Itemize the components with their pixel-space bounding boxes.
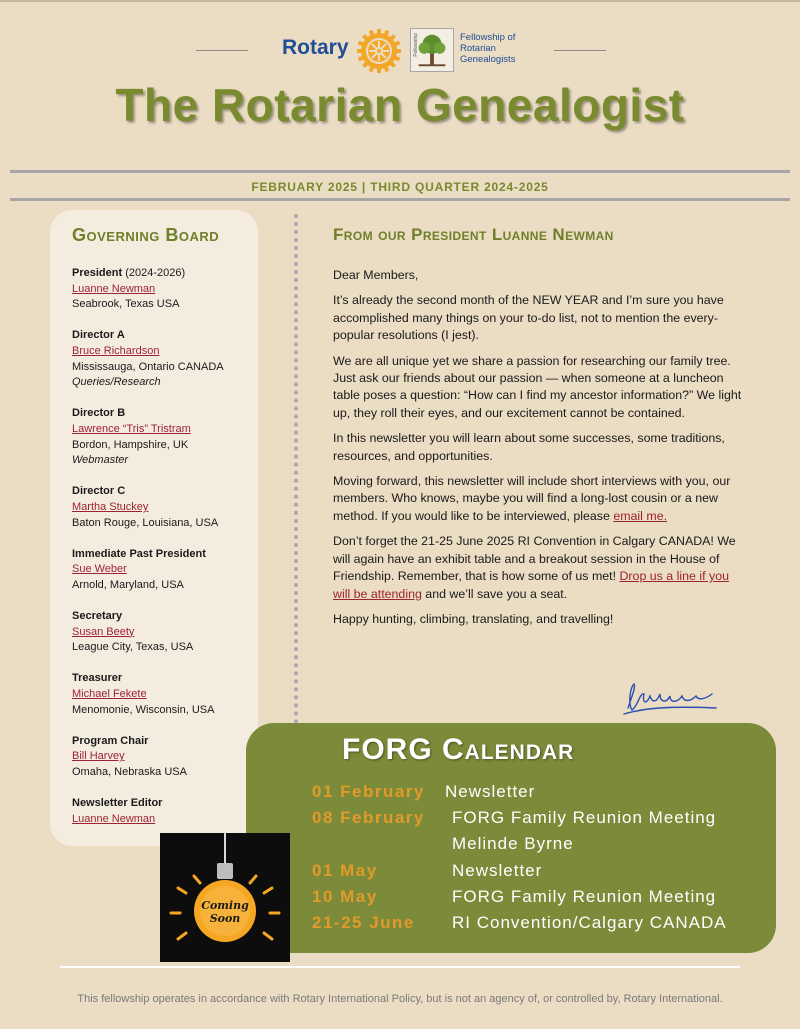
calendar-date: 08 February bbox=[312, 808, 425, 827]
calendar-date: 21-25 June bbox=[312, 913, 415, 932]
member-name-link[interactable]: Michael Fekete bbox=[72, 688, 147, 701]
member-role: President bbox=[72, 267, 123, 279]
logo-row bbox=[0, 26, 800, 74]
coming-soon-text: Coming bbox=[201, 899, 249, 912]
member-location: Baton Rouge, Louisiana, USA bbox=[72, 516, 219, 529]
member-name-link[interactable]: Bruce Richardson bbox=[72, 344, 160, 357]
board-list bbox=[72, 266, 252, 843]
top-border bbox=[0, 0, 800, 2]
member-location: Arnold, Maryland, USA bbox=[72, 578, 184, 591]
member-name-link[interactable]: Lawrence “Tris” Tristram bbox=[72, 422, 191, 435]
calendar-date: 10 May bbox=[312, 887, 378, 906]
member-duty: Queries/Research bbox=[72, 376, 161, 389]
member-role: Treasurer bbox=[72, 672, 123, 685]
coming-soon-image bbox=[160, 833, 290, 962]
member-duty: Webmaster bbox=[72, 454, 129, 467]
forg-calendar-panel bbox=[246, 723, 776, 953]
signature-image bbox=[620, 678, 730, 718]
email-me-link[interactable]: email me. bbox=[613, 508, 668, 523]
letter-text: Don’t forget the 21-25 June 2025 RI Convention in Calgary CANADA! We will again have an exhibit table and a breakout session in the House of Friendship. Remember, that is how some of us met! bbox=[333, 534, 736, 584]
member-name-link[interactable]: Susan Beety bbox=[72, 625, 135, 638]
member-name-link[interactable]: Luanne Newman bbox=[72, 812, 156, 825]
calendar-date: 01 February bbox=[312, 782, 425, 801]
member-name-link[interactable]: Luanne Newman bbox=[72, 282, 156, 295]
calendar-event: Melinde Byrne bbox=[452, 834, 574, 853]
drop-us-a-line-link[interactable]: Drop us a line if you will be attending bbox=[333, 569, 729, 601]
governing-board-title: Governing Board bbox=[72, 225, 220, 245]
forg-name-line: Rotarian bbox=[460, 43, 496, 54]
member-role: Newsletter Editor bbox=[72, 797, 163, 810]
calendar-event: FORG Family Reunion Meeting bbox=[452, 808, 717, 827]
issue-date: FEBRUARY 2025 | THIRD QUARTER 2024-2025 bbox=[251, 180, 549, 194]
newsletter-title: The Rotarian Genealogist bbox=[115, 79, 685, 131]
member-term: (2024-2026) bbox=[125, 267, 186, 279]
header-rule-top bbox=[10, 170, 790, 173]
member-location: League City, Texas, USA bbox=[72, 641, 194, 654]
letter-greeting: Dear Members, bbox=[333, 268, 419, 282]
member-location: Menomonie, Wisconsin, USA bbox=[72, 703, 215, 716]
member-location: Omaha, Nebraska USA bbox=[72, 766, 187, 778]
board-member bbox=[72, 734, 252, 781]
rotary-wordmark: Rotary bbox=[282, 36, 349, 59]
calendar-event: FORG Family Reunion Meeting bbox=[452, 887, 717, 906]
calendar-event: Newsletter bbox=[445, 782, 536, 801]
board-member bbox=[72, 328, 252, 390]
letter-text: Moving forward, this newsletter will include short interviews with you, our members. Who knows, maybe you will find a long-lost cousin or a new method. If you would like to be interviewed, please bbox=[333, 474, 731, 523]
calendar-event: RI Convention/Calgary CANADA bbox=[452, 913, 727, 932]
member-name-link[interactable]: Bill Harvey bbox=[72, 750, 125, 763]
letter-paragraph: It’s already the second month of the NEW YEAR and I’m sure you have accomplished many things on your to-do list, not to mention the every-popular resolutions (I jest). bbox=[333, 293, 724, 343]
member-role: Immediate Past President bbox=[72, 547, 206, 560]
letter-paragraph: In this newsletter you will learn about some successes, some traditions, resources, and opportunities. bbox=[333, 431, 725, 463]
member-role: Director C bbox=[72, 485, 126, 498]
board-member bbox=[72, 547, 252, 594]
member-role: Program Chair bbox=[72, 734, 149, 747]
letter-paragraph bbox=[333, 533, 743, 603]
logo-rule-left bbox=[196, 50, 248, 51]
member-role: Director A bbox=[72, 329, 125, 342]
forg-name bbox=[460, 32, 515, 65]
lightbulb-icon bbox=[160, 833, 290, 962]
rotary-wheel-icon bbox=[356, 28, 402, 74]
governing-board-panel bbox=[50, 210, 258, 846]
board-member bbox=[72, 796, 252, 827]
board-member bbox=[72, 484, 252, 531]
logo-rule-right bbox=[554, 50, 606, 51]
forg-name-line: Genealogists bbox=[460, 54, 516, 65]
family-tree-icon bbox=[411, 29, 453, 71]
board-member bbox=[72, 406, 252, 468]
board-member bbox=[72, 609, 252, 656]
coming-soon-text: Soon bbox=[209, 912, 241, 925]
forg-name-line: Fellowship of bbox=[460, 32, 516, 43]
member-location: Seabrook, Texas USA bbox=[72, 298, 180, 311]
member-location: Mississauga, Ontario CANADA bbox=[72, 360, 224, 373]
board-member bbox=[72, 266, 252, 313]
letter-paragraph bbox=[333, 473, 743, 525]
header-rule-bottom bbox=[10, 198, 790, 201]
column-divider bbox=[294, 214, 298, 724]
letter-closing: Happy hunting, climbing, translating, and travelling! bbox=[333, 611, 614, 626]
president-letter bbox=[333, 267, 743, 636]
member-name-link[interactable]: Martha Stuckey bbox=[72, 500, 149, 513]
calendar-date: 01 May bbox=[312, 861, 378, 880]
forg-logo-side-text: Fellowship bbox=[413, 33, 419, 57]
member-role: Director B bbox=[72, 407, 126, 420]
board-member bbox=[72, 671, 252, 718]
member-role: Secretary bbox=[72, 610, 123, 623]
calendar-event: Newsletter bbox=[452, 861, 543, 880]
letter-paragraph: We are all unique yet we share a passion for researching our family tree. Just ask our friends about our passion — when someone at a luncheon table poses a question: “How can I find my ancestor information?” We light up, they roll their eyes, and our excitement cannot be contained. bbox=[333, 353, 742, 420]
footer-rule bbox=[60, 966, 740, 968]
member-name-link[interactable]: Sue Weber bbox=[72, 563, 127, 576]
president-letter-title: From our President Luanne Newman bbox=[333, 225, 614, 244]
forg-logo bbox=[410, 28, 454, 72]
footer-disclaimer: This fellowship operates in accordance with Rotary International Policy, but is not an agency of, or controlled by, Rotary International. bbox=[77, 993, 723, 1005]
member-location: Bordon, Hampshire, UK bbox=[72, 438, 189, 451]
calendar-title: FORG Calendar bbox=[342, 733, 575, 766]
letter-text: and we’ll save you a seat. bbox=[421, 586, 568, 601]
